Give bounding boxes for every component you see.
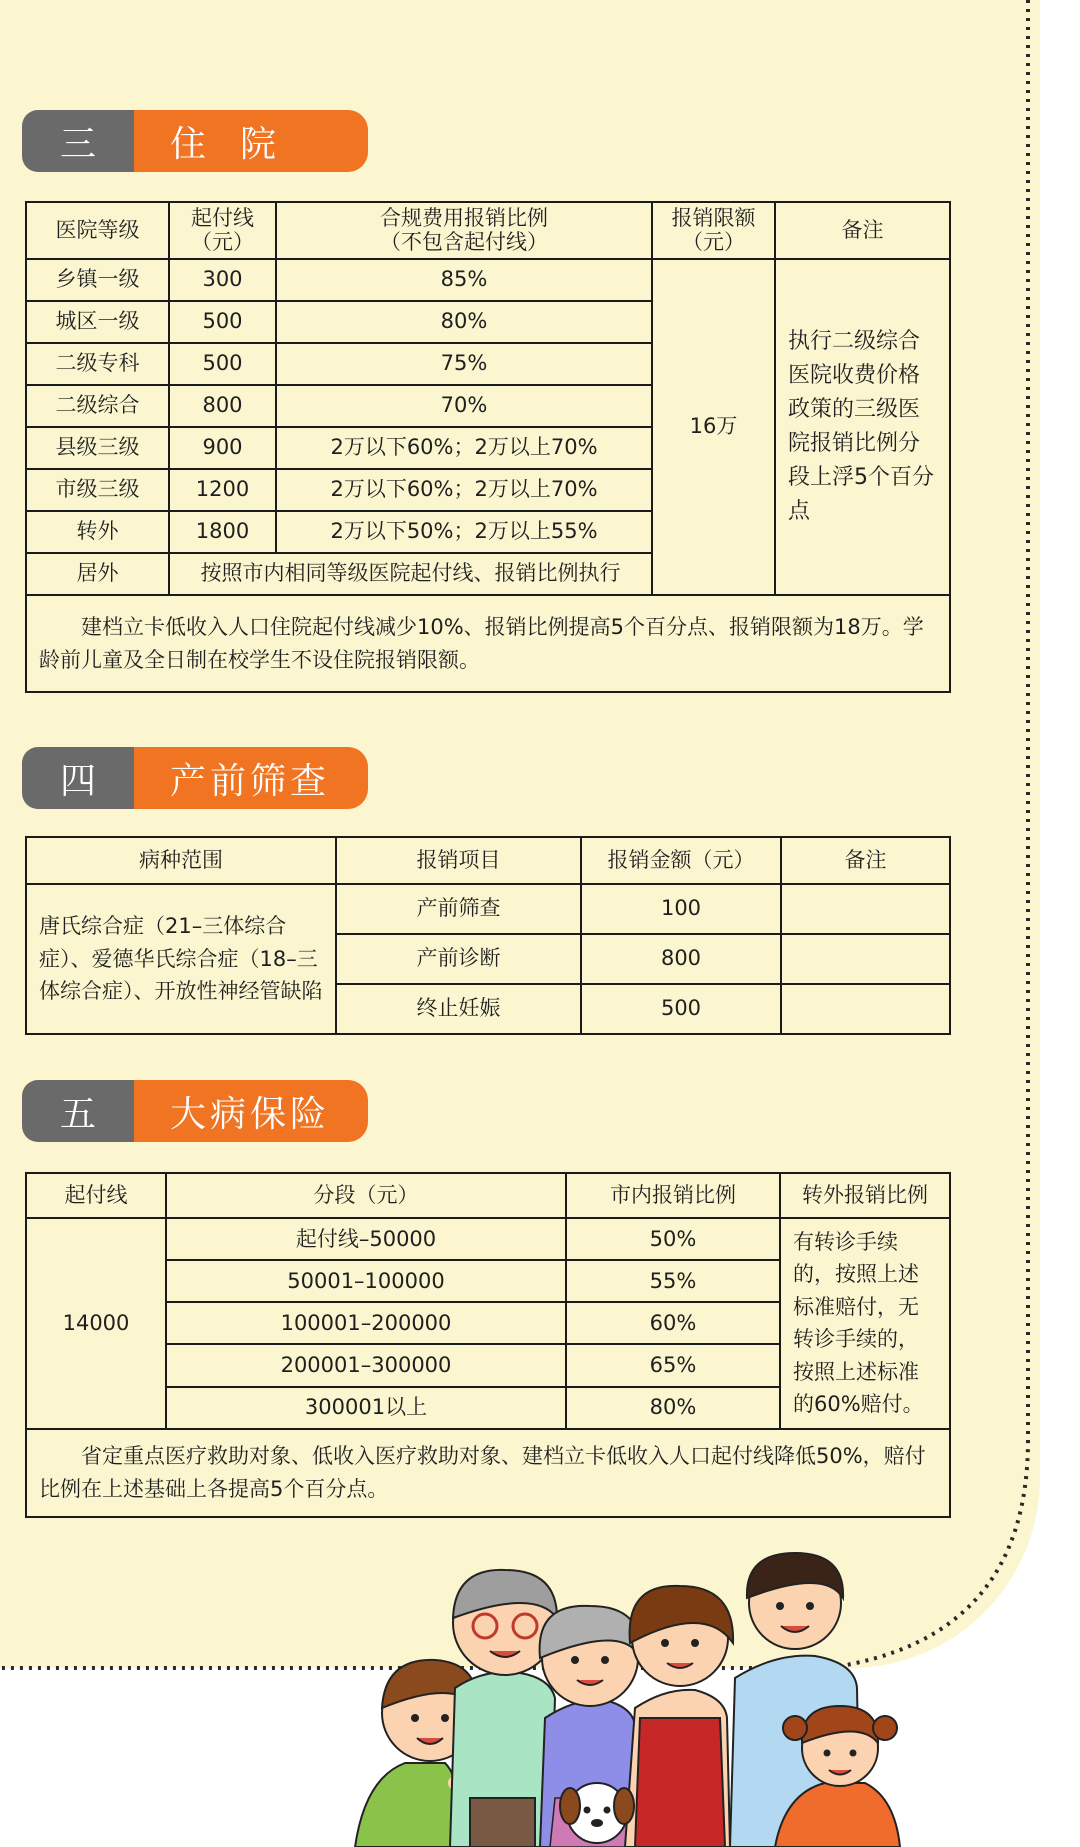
table-note-row bbox=[26, 1429, 950, 1517]
ratio-cell: 50% bbox=[566, 1218, 780, 1260]
table-header-row bbox=[26, 1173, 950, 1218]
ratio-cell: 75% bbox=[276, 343, 652, 385]
header-cell: 分段（元） bbox=[166, 1173, 566, 1218]
header-cell: 起付线 （元） bbox=[169, 202, 276, 259]
range-cell: 50001–100000 bbox=[166, 1260, 566, 1302]
remark-cell bbox=[781, 934, 950, 984]
header-cell: 备注 bbox=[775, 202, 950, 259]
header-cell: 备注 bbox=[781, 837, 950, 884]
prenatal-screening-table bbox=[25, 836, 951, 1035]
header-cell: 病种范围 bbox=[26, 837, 336, 884]
header-cell: 市内报销比例 bbox=[566, 1173, 780, 1218]
ratio-cell: 80% bbox=[276, 301, 652, 343]
table-row bbox=[26, 1218, 950, 1260]
header-cell: 起付线 bbox=[26, 1173, 166, 1218]
threshold-cell: 1800 bbox=[169, 511, 276, 553]
level-cell: 二级综合 bbox=[26, 385, 169, 427]
section-header-critical-illness bbox=[22, 1080, 368, 1142]
threshold-cell: 1200 bbox=[169, 469, 276, 511]
level-cell: 乡镇一级 bbox=[26, 259, 169, 301]
note-cell bbox=[26, 595, 950, 692]
table-header-row bbox=[26, 837, 950, 884]
header-cell: 报销限额 （元） bbox=[652, 202, 775, 259]
limit-cell: 16万 bbox=[652, 259, 775, 595]
header-cell: 报销项目 bbox=[336, 837, 581, 884]
section-header-hospitalization bbox=[22, 110, 368, 172]
ratio-cell: 60% bbox=[566, 1302, 780, 1344]
threshold-cell: 300 bbox=[169, 259, 276, 301]
item-cell: 产前筛查 bbox=[336, 884, 581, 934]
threshold-cell: 500 bbox=[169, 301, 276, 343]
disease-scope-cell: 唐氏综合症（21–三体综合症）、爱德华氏综合症（18–三体综合症）、开放性神经管缺陷 bbox=[26, 884, 336, 1034]
ratio-cell: 55% bbox=[566, 1260, 780, 1302]
range-cell: 200001–300000 bbox=[166, 1344, 566, 1386]
range-cell: 起付线–50000 bbox=[166, 1218, 566, 1260]
ratio-cell: 85% bbox=[276, 259, 652, 301]
range-cell: 300001以上 bbox=[166, 1387, 566, 1429]
note-cell bbox=[26, 1429, 950, 1517]
note-text: 省定重点医疗救助对象、低收入医疗救助对象、建档立卡低收入人口起付线降低50%，赔付比例在上述基础上各提高5个百分点。 bbox=[39, 1444, 926, 1501]
table-row bbox=[26, 884, 950, 934]
range-cell: 100001–200000 bbox=[166, 1302, 566, 1344]
ratio-cell: 80% bbox=[566, 1387, 780, 1429]
threshold-cell: 800 bbox=[169, 385, 276, 427]
level-cell: 县级三级 bbox=[26, 427, 169, 469]
section-title: 住院 bbox=[134, 110, 368, 172]
amount-cell: 500 bbox=[581, 984, 781, 1034]
header-cell: 医院等级 bbox=[26, 202, 169, 259]
remark-cell bbox=[781, 984, 950, 1034]
remark-cell bbox=[781, 884, 950, 934]
table-note-row bbox=[26, 595, 950, 692]
section-header-prenatal-screening bbox=[22, 747, 368, 809]
family-illustration bbox=[335, 1548, 1035, 1847]
level-cell: 市级三级 bbox=[26, 469, 169, 511]
level-cell: 转外 bbox=[26, 511, 169, 553]
level-cell: 居外 bbox=[26, 553, 169, 595]
hospitalization-table bbox=[25, 201, 951, 693]
outside-rule-cell: 按照市内相同等级医院起付线、报销比例执行 bbox=[169, 553, 652, 595]
critical-illness-table bbox=[25, 1172, 951, 1518]
note-text: 建档立卡低收入人口住院起付线减少10%、报销比例提高5个百分点、报销限额为18万。学龄前儿童及全日制在校学生不设住院报销限额。 bbox=[39, 614, 924, 672]
ratio-cell: 70% bbox=[276, 385, 652, 427]
transfer-ratio-cell: 有转诊手续的，按照上述标准赔付，无转诊手续的，按照上述标准的60%赔付。 bbox=[780, 1218, 950, 1429]
section-title: 大病保险 bbox=[134, 1080, 368, 1142]
amount-cell: 100 bbox=[581, 884, 781, 934]
level-cell: 二级专科 bbox=[26, 343, 169, 385]
item-cell: 终止妊娠 bbox=[336, 984, 581, 1034]
threshold-cell: 900 bbox=[169, 427, 276, 469]
remark-cell: 执行二级综合医院收费价格政策的三级医院报销比例分段上浮5个百分点 bbox=[775, 259, 950, 595]
section-number: 四 bbox=[22, 747, 134, 809]
mother-figure bbox=[625, 1586, 733, 1847]
header-cell: 合规费用报销比例 （不包含起付线） bbox=[276, 202, 652, 259]
ratio-cell: 2万以下50%；2万以上55% bbox=[276, 511, 652, 553]
section-number: 三 bbox=[22, 110, 134, 172]
ratio-cell: 2万以下60%；2万以上70% bbox=[276, 427, 652, 469]
ratio-cell: 65% bbox=[566, 1344, 780, 1386]
section-number: 五 bbox=[22, 1080, 134, 1142]
threshold-cell: 500 bbox=[169, 343, 276, 385]
threshold-cell: 14000 bbox=[26, 1218, 166, 1429]
level-cell: 城区一级 bbox=[26, 301, 169, 343]
amount-cell: 800 bbox=[581, 934, 781, 984]
ratio-cell: 2万以下60%；2万以上70% bbox=[276, 469, 652, 511]
item-cell: 产前诊断 bbox=[336, 934, 581, 984]
section-title: 产前筛查 bbox=[134, 747, 368, 809]
table-row bbox=[26, 259, 950, 301]
header-cell: 转外报销比例 bbox=[780, 1173, 950, 1218]
table-header-row bbox=[26, 202, 950, 259]
header-cell: 报销金额（元） bbox=[581, 837, 781, 884]
